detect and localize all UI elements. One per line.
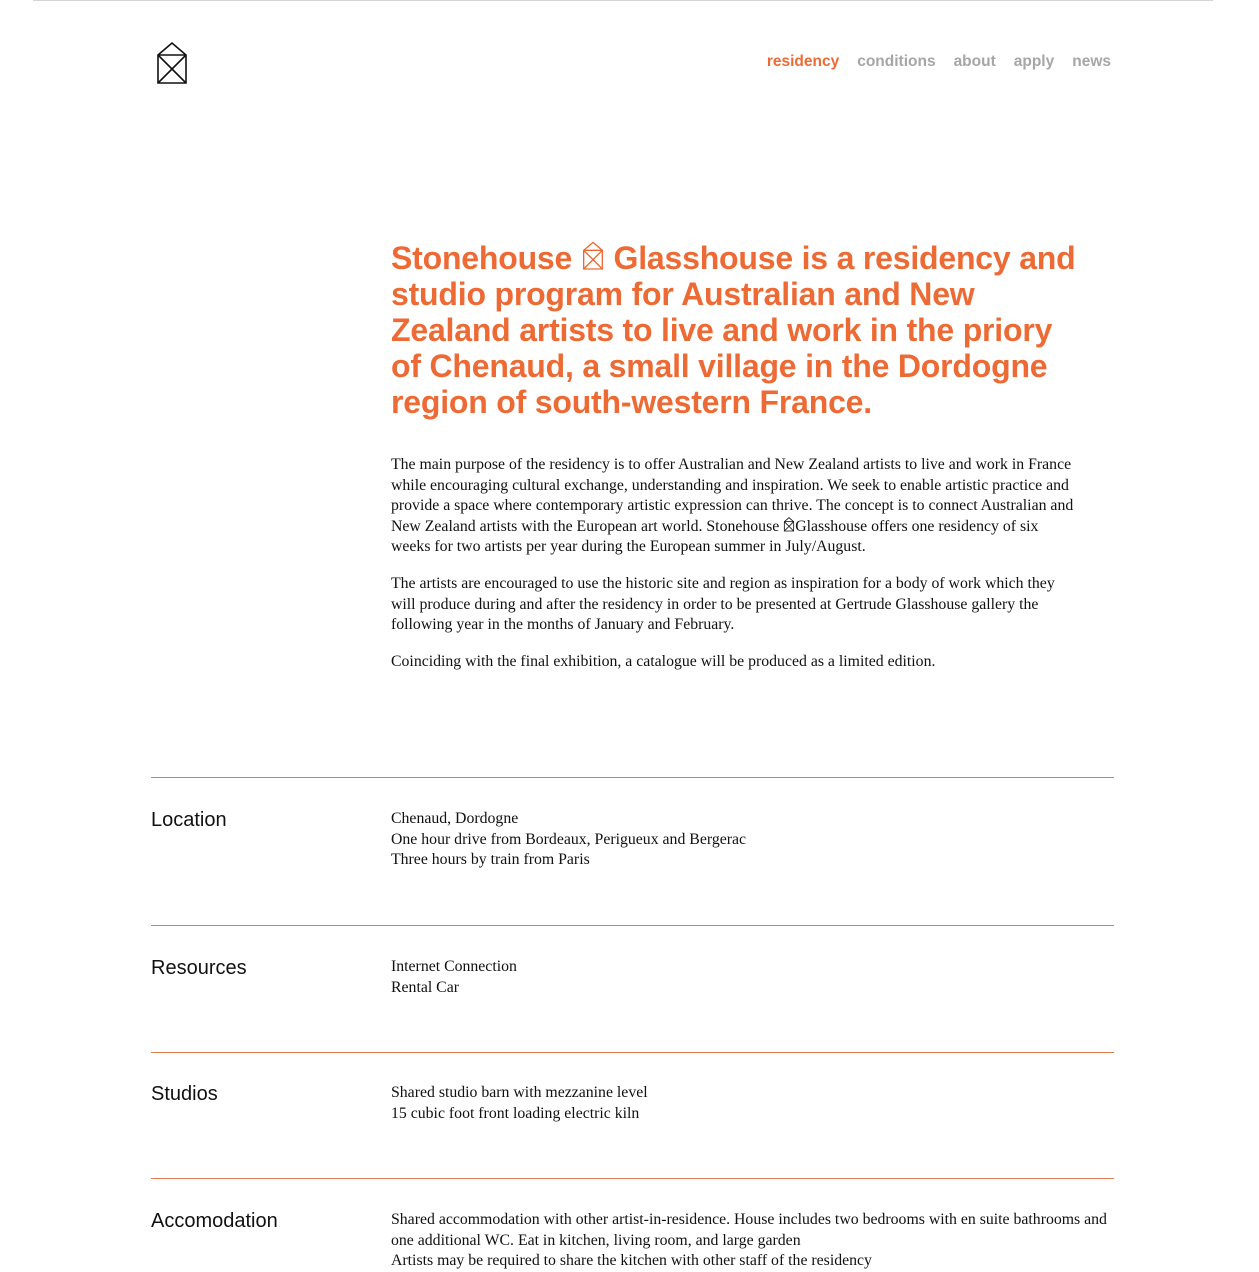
house-mark-icon: [581, 241, 605, 271]
logo-link[interactable]: [155, 41, 189, 86]
intro-paragraph-1: [391, 455, 1081, 558]
accomodation-line-1: Shared accommodation with other artist-in-residence. House includes two bedrooms with en suite bathrooms and one additional WC. Eat in kitchen, living room, and large garden: [391, 1211, 1107, 1249]
section-body-location: [391, 809, 1111, 871]
intro-p1-start: The main purpose of the residency is to offer Australian and New Zealand artists to live and work in France while encouraging cultural exchange, understanding and inspiration. We seek to enable artistic practice and provide a space where contemporary artistic expression can thrive. The concept is to connect Australian and New Zealand artists with the European art world. Stonehouse: [391, 456, 1074, 535]
hero-headline: [391, 240, 1081, 420]
section-label-resources: Resources: [151, 957, 247, 979]
section-body-accomodation: [391, 1210, 1111, 1272]
intro-text: [391, 455, 1081, 688]
section-location: [151, 777, 1114, 925]
section-label-studios: Studios: [151, 1083, 218, 1105]
resources-line-2: Rental Car: [391, 978, 459, 996]
location-line-3: Three hours by train from Paris: [391, 851, 590, 869]
section-studios: [151, 1052, 1114, 1178]
section-body-resources: [391, 957, 1111, 998]
section-label-accomodation: Accomodation: [151, 1210, 278, 1232]
intro-paragraph-2: The artists are encouraged to use the historic site and region as inspiration for a body of work which they will produce during and after the residency in order to be presented at Gertrude Glasshouse gallery the following year in the months of January and February.: [391, 574, 1055, 634]
nav-news[interactable]: news: [1072, 53, 1111, 70]
section-body-studios: [391, 1083, 1111, 1124]
studios-line-2: 15 cubic foot front loading electric kiln: [391, 1104, 640, 1122]
nav-apply[interactable]: apply: [1013, 53, 1055, 70]
intro-paragraph-3: Coinciding with the final exhibition, a catalogue will be produced as a limited edition.: [391, 652, 936, 670]
section-resources: [151, 925, 1114, 1052]
nav-conditions[interactable]: conditions: [857, 53, 936, 70]
nav-residency[interactable]: residency: [766, 53, 840, 70]
studios-line-1: Shared studio barn with mezzanine level: [391, 1084, 648, 1101]
location-line-2: One hour drive from Bordeaux, Perigueux and Bergerac: [391, 830, 747, 848]
resources-line-1: Internet Connection: [391, 958, 517, 975]
headline-text-start: Stonehouse: [391, 240, 581, 276]
intro-p1-end: Glasshouse offers one residency of six weeks for two artists per year during the European summer in July/August.: [391, 517, 1039, 556]
house-mark-small-icon: [783, 517, 795, 532]
nav-about[interactable]: about: [953, 53, 996, 70]
main-nav: [767, 53, 1111, 71]
section-accomodation: [151, 1178, 1114, 1270]
location-line-1: Chenaud, Dordogne: [391, 810, 519, 827]
house-logo-icon: [155, 41, 189, 86]
headline-text-end: Glasshouse is a residency and studio program for Australian and New Zealand artists to live and work in the priory of Chenaud, a small village in the Dordogne region of south-western France.: [391, 240, 1076, 420]
section-label-location: Location: [151, 809, 227, 831]
top-divider: [33, 0, 1213, 1]
accomodation-line-2: Artists may be required to share the kitchen with other staff of the residency: [391, 1252, 872, 1270]
